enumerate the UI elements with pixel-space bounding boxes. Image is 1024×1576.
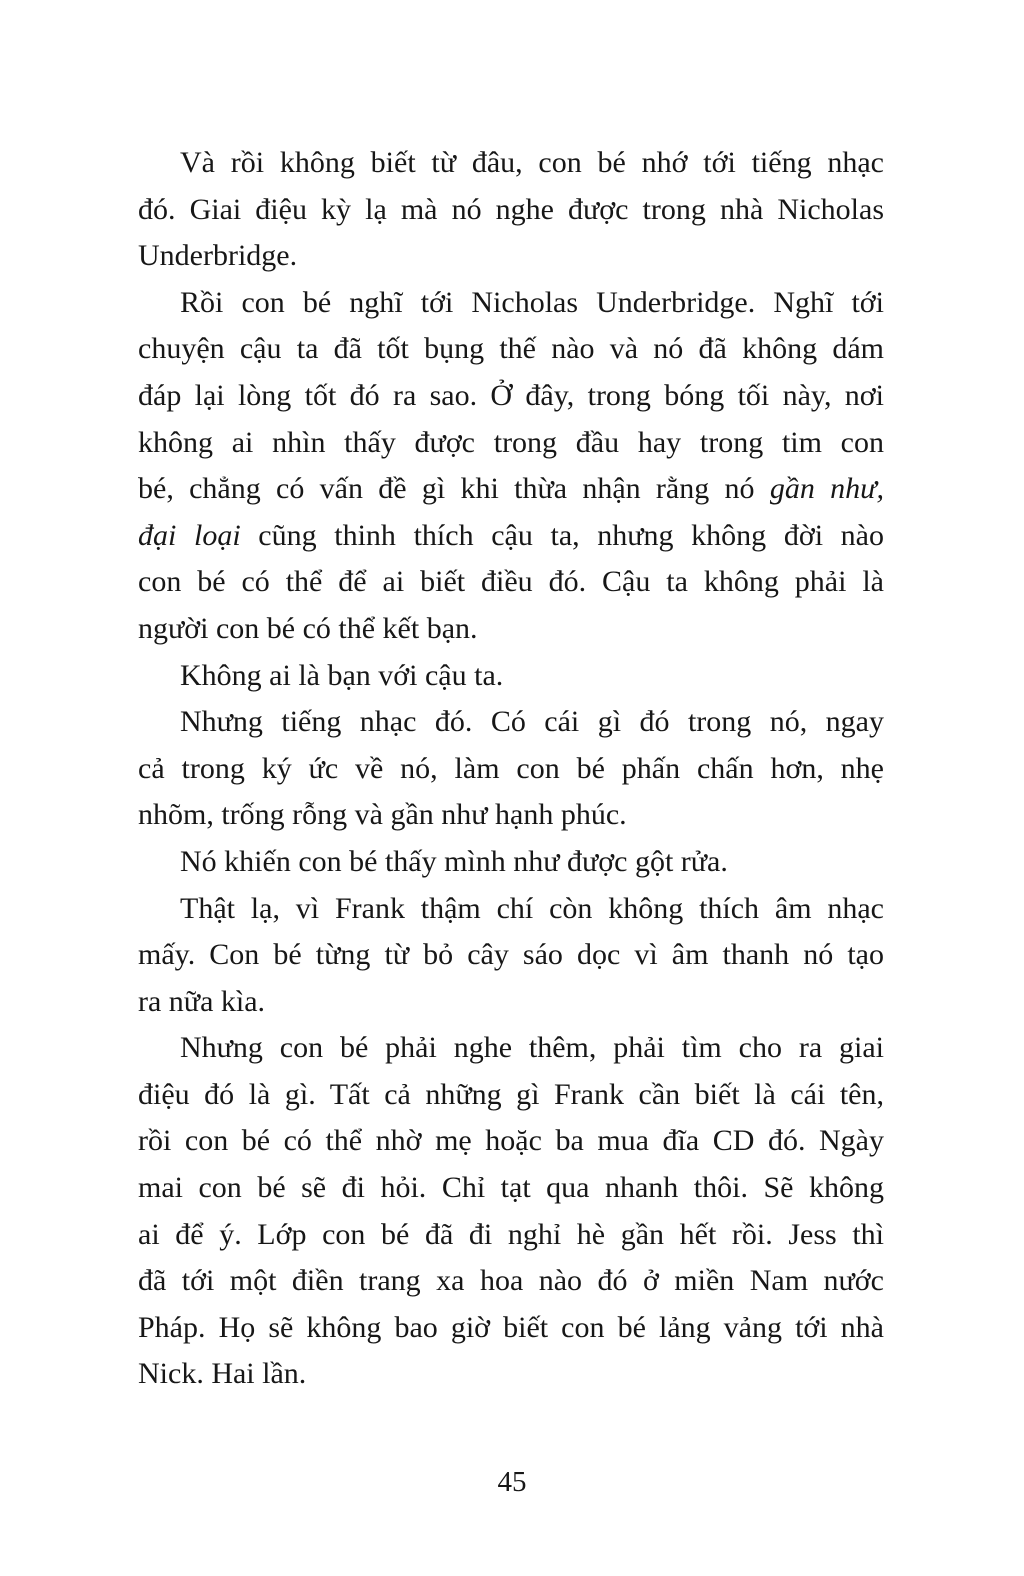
text-line	[138, 699, 884, 746]
text-run: nhõm, trống rỗng và gần như hạnh phúc.	[138, 798, 627, 832]
text-line	[138, 140, 884, 187]
text-line	[138, 792, 884, 839]
text-run: ra nữa kìa.	[138, 984, 266, 1018]
text-run: Và rồi không biết từ đâu, con bé nhớ tới tiếng nhạc	[180, 146, 884, 179]
text-run: người con bé có thể kết bạn.	[138, 611, 478, 645]
text-run: Nó khiến con bé thấy mình như được gột rửa.	[180, 844, 728, 878]
text-run: bé, chẳng có vấn đề gì khi thừa nhận rằng nó	[138, 472, 770, 506]
text-line	[138, 373, 884, 420]
text-line	[138, 513, 884, 560]
text-line	[138, 1025, 884, 1072]
text-run: con bé có thể để ai biết điều đó. Cậu ta không phải là	[138, 565, 884, 599]
text-line	[138, 653, 884, 700]
text-line	[138, 1165, 884, 1212]
paragraph	[138, 653, 884, 700]
text-run: Nhưng tiếng nhạc đó. Có cái gì đó trong nó, ngay	[180, 705, 884, 739]
text-run: mấy. Con bé từng từ bỏ cây sáo dọc vì âm thanh nó tạo	[138, 938, 884, 972]
text-line	[138, 1351, 884, 1398]
paragraph	[138, 280, 884, 653]
paragraph	[138, 886, 884, 1026]
text-run: rồi con bé có thể nhờ mẹ hoặc ba mua đĩa CD đó. Ngày	[138, 1124, 884, 1158]
text-line	[138, 979, 884, 1026]
italic-text-run: đại loại	[138, 518, 241, 552]
paragraph	[138, 839, 884, 886]
paragraph	[138, 1025, 884, 1398]
text-run: cả trong ký ức về nó, làm con bé phấn chấn hơn, nhẹ	[138, 751, 884, 785]
text-run: Không ai là bạn với cậu ta.	[180, 658, 504, 692]
text-run: điệu đó là gì. Tất cả những gì Frank cần biết là cái tên,	[138, 1077, 884, 1111]
text-run: mai con bé sẽ đi hỏi. Chỉ tạt qua nhanh thôi. Sẽ không	[138, 1171, 884, 1205]
text-run: Nick. Hai lần.	[138, 1357, 307, 1391]
text-run: Nhưng con bé phải nghe thêm, phải tìm cho ra giai	[180, 1031, 884, 1065]
paragraph	[138, 140, 884, 280]
text-line	[138, 839, 884, 886]
italic-text-run: gần như,	[769, 472, 885, 506]
page-number: 45	[497, 1466, 527, 1498]
text-line	[138, 466, 884, 513]
text-line	[138, 1118, 884, 1165]
text-line	[138, 559, 884, 606]
text-run: đáp lại lòng tốt đó ra sao. Ở đây, trong bóng tối này, nơi	[138, 378, 884, 412]
text-run: không ai nhìn thấy được trong đầu hay trong tim con	[138, 425, 884, 459]
text-line	[138, 420, 884, 467]
text-run: cũng thinh thích cậu ta, nhưng không đời nào	[240, 518, 884, 552]
text-line	[138, 280, 884, 327]
text-run: Pháp. Họ sẽ không bao giờ biết con bé lảng vảng tới nhà	[138, 1310, 884, 1344]
text-line	[138, 606, 884, 653]
text-line	[138, 886, 884, 933]
paragraph	[138, 699, 884, 839]
text-line	[138, 932, 884, 979]
text-line	[138, 233, 884, 280]
text-run: Rồi con bé nghĩ tới Nicholas Underbridge. Nghĩ tới	[180, 285, 884, 319]
text-line	[138, 1072, 884, 1119]
text-run: Thật lạ, vì Frank thậm chí còn không thích âm nhạc	[180, 891, 884, 925]
text-run: đã tới một điền trang xa hoa nào đó ở miền Nam nước	[138, 1264, 884, 1298]
text-run: Underbridge.	[138, 239, 298, 273]
text-line	[138, 1305, 884, 1352]
text-line	[138, 326, 884, 373]
text-run: chuyện cậu ta đã tốt bụng thế nào và nó đã không dám	[138, 332, 884, 366]
text-run: đó. Giai điệu kỳ lạ mà nó nghe được trong nhà Nicholas	[138, 192, 884, 226]
text-run: ai để ý. Lớp con bé đã đi nghỉ hè gần hết rồi. Jess thì	[138, 1217, 884, 1251]
page-text	[138, 140, 884, 1398]
text-line	[138, 187, 884, 234]
text-line	[138, 746, 884, 793]
text-line	[138, 1258, 884, 1305]
text-line	[138, 1212, 884, 1259]
